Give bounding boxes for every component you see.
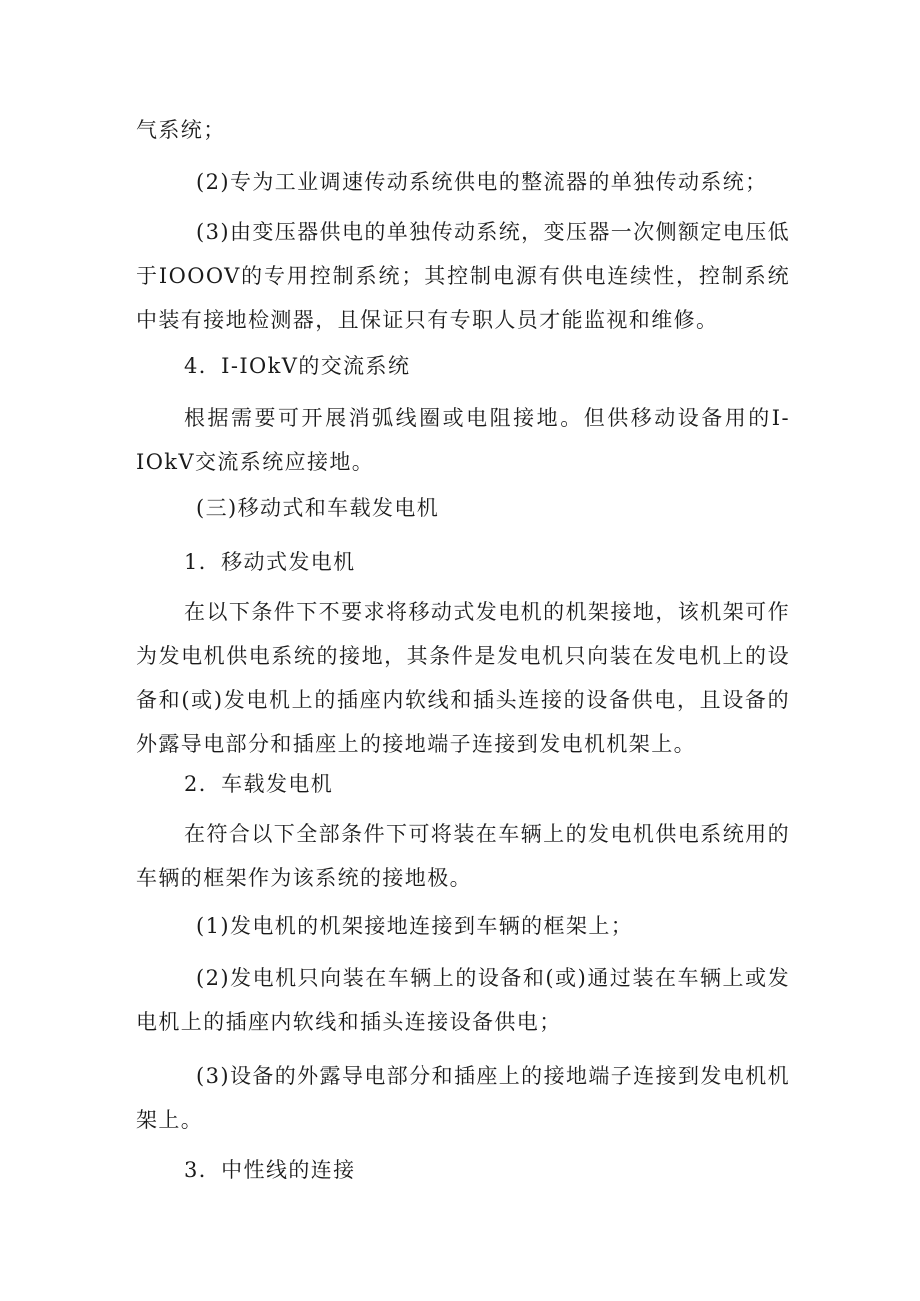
heading-vehicle-generator: 2．车载发电机	[184, 772, 334, 796]
paragraph-item-2: (2)发电机只向装在车辆上的设备和(或)通过装在车辆上或发电机上的插座内软线和插头连接设备供电；	[136, 966, 790, 1034]
paragraph-item-2: (2)专为工业调速传动系统供电的整流器的单独传动系统；	[196, 170, 768, 194]
heading-neutral-connection: 3．中性线的连接	[184, 1158, 356, 1182]
paragraph-item-3: (3)设备的外露导电部分和插座上的接地端子连接到发电机机架上。	[136, 1064, 790, 1132]
paragraph-body: 在符合以下全部条件下可将装在车辆上的发电机供电系统用的车辆的框架作为该系统的接地极。	[136, 822, 790, 890]
paragraph-item-3: (3)由变压器供电的单独传动系统，变压器一次侧额定电压低于IOOOV的专用控制系统；其控制电源有供电连续性，控制系统中装有接地检测器，且保证只有专职人员才能监视和维修。	[136, 220, 790, 332]
paragraph-body: 根据需要可开展消弧线圈或电阻接地。但供移动设备用的I-IOkV交流系统应接地。	[136, 406, 790, 474]
heading-section-4: 4．I-IOkV的交流系统	[184, 354, 411, 378]
paragraph-continuation: 气系统；	[136, 118, 226, 142]
paragraph-body: 在以下条件下不要求将移动式发电机的机架接地，该机架可作为发电机供电系统的接地，其条件是发电机只向装在发电机上的设备和(或)发电机上的插座内软线和插头连接的设备供电，且设备的外露导电部分和插座上的接地端子连接到发电机机架上。	[136, 600, 790, 756]
heading-mobile-generator: 1．移动式发电机	[184, 550, 356, 574]
paragraph-item-1: (1)发电机的机架接地连接到车辆的框架上；	[196, 914, 634, 938]
heading-subsection-3: (三)移动式和车载发电机	[196, 496, 440, 520]
